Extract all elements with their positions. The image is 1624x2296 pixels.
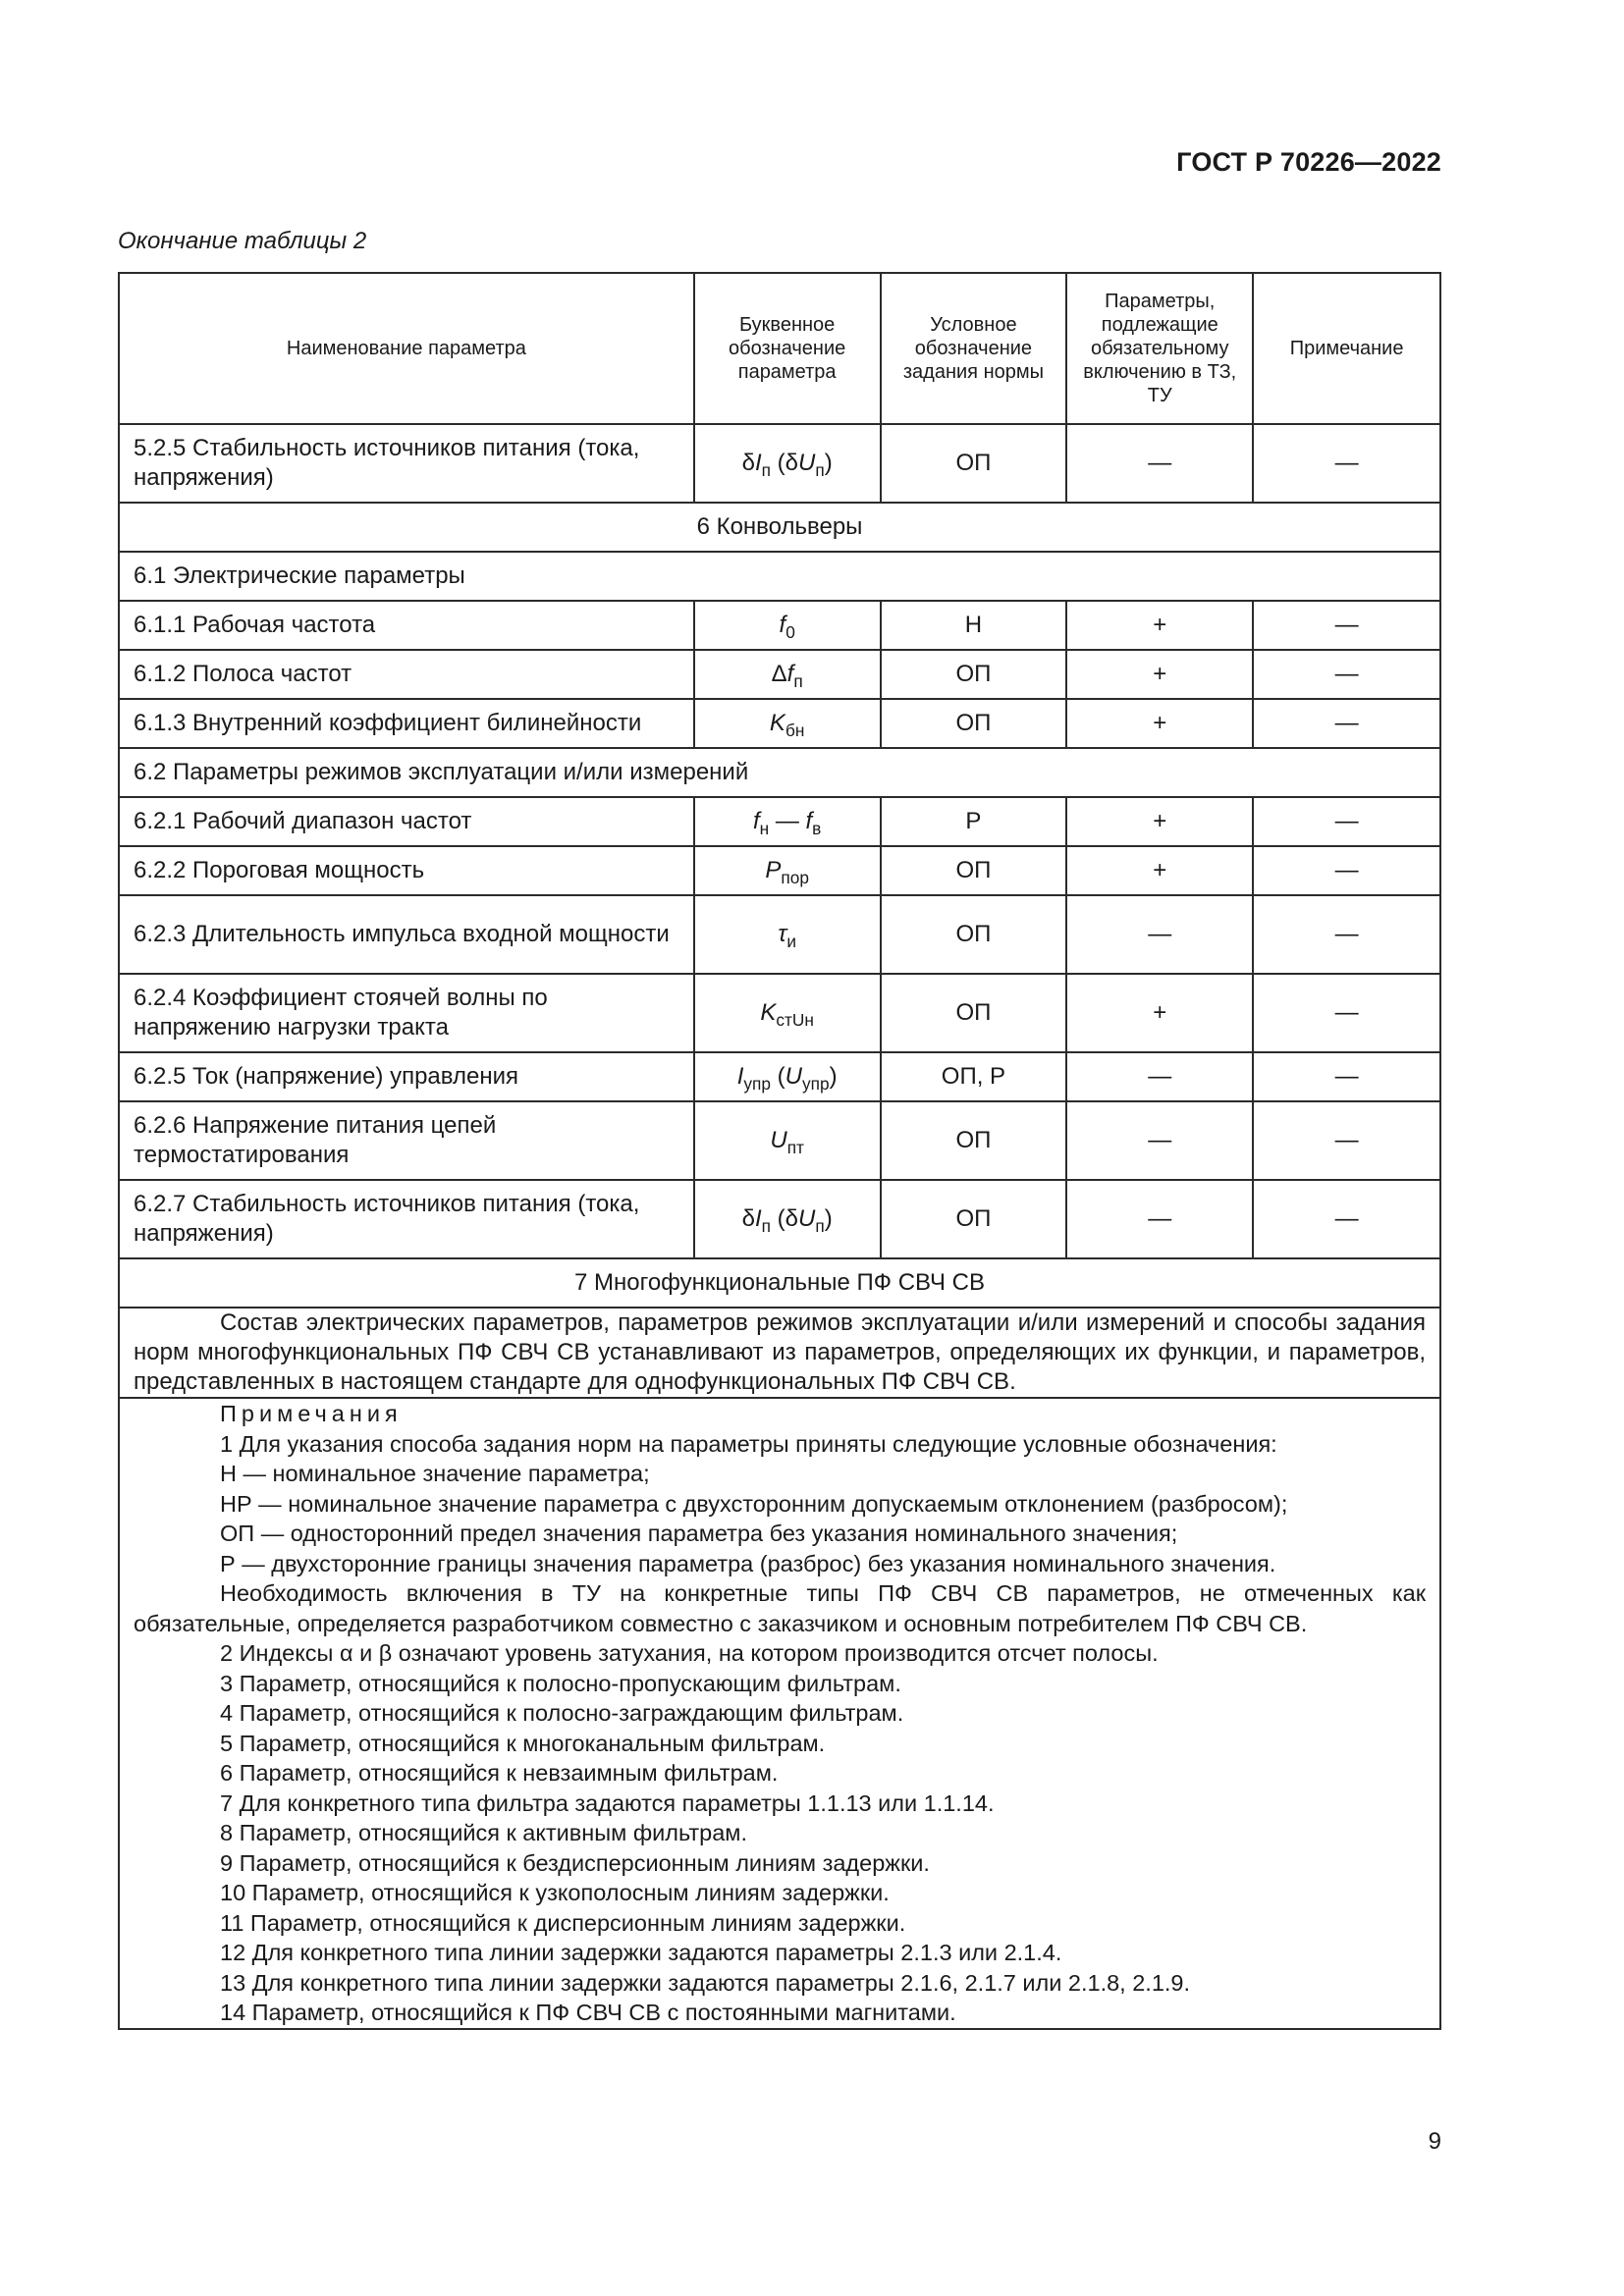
param-symbol [694,650,881,699]
table-row [119,895,1440,974]
param-symbol [694,1180,881,1258]
param-symbol [694,797,881,846]
symbol-letter: f [752,808,760,834]
param-tz: — [1066,1101,1253,1180]
param-norm: Р [881,797,1067,846]
note-line: 4 Параметр, относящийся к полосно-заграждающим фильтрам. [220,1700,904,1726]
symbol-subscript: бн [785,721,805,741]
param-symbol [694,424,881,503]
param-symbol [694,699,881,748]
param-norm: ОП [881,1101,1067,1180]
note-line: 9 Параметр, относящийся к бездисперсионным линиям задержки. [220,1849,930,1876]
document-code: ГОСТ Р 70226—2022 [1176,147,1441,177]
symbol-subscript: в [812,819,822,839]
param-note: — [1253,424,1440,503]
param-norm: ОП [881,699,1067,748]
table-row [119,424,1440,503]
symbol-letter: I [736,1063,744,1090]
param-note: — [1253,797,1440,846]
param-note: — [1253,650,1440,699]
table-row [119,1101,1440,1180]
param-tz: — [1066,895,1253,974]
symbol-letter: I [754,450,762,476]
table-row [119,650,1440,699]
symbol-prefix: Δ [771,661,787,687]
param-norm: ОП [881,424,1067,503]
symbol-subscript: п [761,460,771,481]
param-name: 6.1.3 Внутренний коэффициент билинейности [119,699,694,748]
column-header-note: Примечание [1253,273,1440,424]
note-line: 7 Для конкретного типа фильтра задаются параметры 1.1.13 или 1.1.14. [220,1789,995,1816]
param-tz: + [1066,974,1253,1052]
symbol-letter: U [785,1063,802,1090]
param-name: 5.2.5 Стабильность источников питания (тока, напряжения) [119,424,694,503]
param-name: 6.2.6 Напряжение питания цепей термостатирования [119,1101,694,1180]
param-tz: — [1066,424,1253,503]
note-line: Р — двухсторонние границы значения параметра (разброс) без указания номинального значения. [220,1550,1276,1576]
symbol-subscript: п [761,1216,771,1237]
section-title: 6 Конвольверы [119,503,1440,552]
table-row [119,846,1440,895]
notes-title: Примечания [220,1401,403,1426]
param-tz: — [1066,1180,1253,1258]
subsection-title: 6.2 Параметры режимов эксплуатации и/или измерений [119,748,1440,797]
note-line: 6 Параметр, относящийся к невзаимным фильтрам. [220,1760,779,1786]
param-name: 6.2.3 Длительность импульса входной мощности [119,895,694,974]
param-note: — [1253,1101,1440,1180]
note-line: 14 Параметр, относящийся к ПФ СВЧ СВ с постоянными магнитами. [220,2000,956,2025]
symbol-letter: f [779,612,786,638]
symbol-letter: K [769,710,785,736]
symbol-subscript: п [815,460,825,481]
subsection-row [119,748,1440,797]
note-line: 12 Для конкретного типа линии задержки задаются параметры 2.1.3 или 2.1.4. [220,1940,1062,1965]
symbol-subscript: упр [743,1074,771,1095]
table-caption: Окончание таблицы 2 [118,228,367,254]
table-row [119,699,1440,748]
symbol-letter: U [770,1127,787,1153]
column-header-norm: Условное обозначение задания нормы [881,273,1067,424]
symbol-letter: f [786,661,794,687]
section-paragraph: Состав электрических параметров, параметров режимов эксплуатации и/или измерений и способы задания норм многофункциональных ПФ СВЧ СВ устанавливают из параметров, определяющих их функции, и параметров, представленных в настоящем стандарте для однофункциональных ПФ СВЧ СВ. [134,1309,1426,1395]
symbol-letter: τ [778,921,787,947]
symbol-separator: (δ [770,1205,799,1232]
symbol-letter: I [754,1205,762,1232]
table-header-row [119,273,1440,424]
param-norm: Н [881,601,1067,650]
page-number: 9 [1428,2128,1441,2155]
param-tz: + [1066,650,1253,699]
param-tz: + [1066,846,1253,895]
param-name: 6.2.7 Стабильность источников питания (тока, напряжения) [119,1180,694,1258]
table-row [119,797,1440,846]
param-norm: ОП [881,650,1067,699]
param-symbol [694,601,881,650]
table-row [119,1180,1440,1258]
symbol-subscript: пт [786,1138,804,1158]
section-row [119,1258,1440,1308]
subsection-row [119,552,1440,601]
param-symbol [694,895,881,974]
param-norm: ОП [881,895,1067,974]
symbol-suffix: ) [824,1205,833,1232]
symbol-subscript: пор [781,868,809,888]
symbol-subscript: 0 [785,622,795,643]
symbol-letter: K [760,999,777,1026]
param-tz: — [1066,1052,1253,1101]
symbol-prefix: δ [741,1205,755,1232]
symbol-subscript: н [759,819,770,839]
param-note: — [1253,846,1440,895]
note-line: НР — номинальное значение параметра с двухсторонним допускаемым отклонением (разбросом); [220,1490,1288,1517]
param-name: 6.2.2 Пороговая мощность [119,846,694,895]
param-norm: ОП [881,846,1067,895]
param-name: 6.2.5 Ток (напряжение) управления [119,1052,694,1101]
param-note: — [1253,895,1440,974]
table-row [119,601,1440,650]
param-symbol [694,846,881,895]
section-title: 7 Многофункциональные ПФ СВЧ СВ [119,1258,1440,1308]
symbol-subscript: стUн [776,1010,814,1031]
table-row [119,974,1440,1052]
param-name: 6.2.1 Рабочий диапазон частот [119,797,694,846]
column-header-symbol: Буквенное обозначение параметра [694,273,881,424]
symbol-prefix: δ [741,450,755,476]
symbol-suffix: ) [829,1063,838,1090]
param-name: 6.2.4 Коэффициент стоячей волны по напряжению нагрузки тракта [119,974,694,1052]
note-line: ОП — односторонний предел значения параметра без указания номинального значения; [220,1521,1178,1546]
symbol-separator: (δ [770,450,799,476]
param-tz: + [1066,601,1253,650]
symbol-suffix: ) [824,450,833,476]
column-header-tz: Параметры, подлежащие обязательному включению в ТЗ, ТУ [1066,273,1253,424]
note-line: 1 Для указания способа задания норм на параметры приняты следующие условные обозначения: [220,1430,1277,1457]
section-text-row [119,1308,1440,1398]
param-name: 6.1.2 Полоса частот [119,650,694,699]
param-name: 6.1.1 Рабочая частота [119,601,694,650]
symbol-subscript: упр [802,1074,830,1095]
note-line: 13 Для конкретного типа линии задержки задаются параметры 2.1.6, 2.1.7 или 2.1.8, 2.1.9. [220,1969,1191,1996]
symbol-separator: ( [770,1063,785,1090]
param-note: — [1253,601,1440,650]
symbol-subscript: п [793,671,803,692]
note-line: 8 Параметр, относящийся к активным фильтрам. [220,1820,747,1845]
note-line: 10 Параметр, относящийся к узкополосным линиям задержки. [220,1880,890,1905]
column-header-name: Наименование параметра [119,273,694,424]
param-norm: ОП, Р [881,1052,1067,1101]
subsection-title: 6.1 Электрические параметры [119,552,1440,601]
symbol-letter: f [805,808,813,834]
param-symbol [694,1101,881,1180]
parameters-table [118,272,1441,2030]
symbol-subscript: п [815,1216,825,1237]
param-note: — [1253,1052,1440,1101]
param-tz: + [1066,797,1253,846]
param-note: — [1253,699,1440,748]
param-tz: + [1066,699,1253,748]
symbol-letter: U [798,1205,816,1232]
notes-row [119,1398,1440,2029]
symbol-letter: P [765,857,782,883]
param-note: — [1253,1180,1440,1258]
note-line: Необходимость включения в ТУ на конкретные типы ПФ СВЧ СВ параметров, не отмеченных как обязательные, определяется разработчиком совместно с заказчиком и основным потребителем ПФ СВЧ СВ. [134,1580,1426,1636]
section-text [119,1308,1440,1398]
symbol-subscript: и [786,932,796,952]
param-symbol [694,974,881,1052]
note-line: 2 Индексы α и β означают уровень затухания, на котором производится отсчет полосы. [220,1640,1159,1666]
note-line: Н — номинальное значение параметра; [220,1461,650,1486]
table-row [119,1052,1440,1101]
param-norm: ОП [881,974,1067,1052]
note-line: 5 Параметр, относящийся к многоканальным фильтрам. [220,1730,826,1756]
notes-block [119,1398,1440,2029]
symbol-letter: U [798,450,816,476]
note-line: 11 Параметр, относящийся к дисперсионным линиям задержки. [220,1909,906,1936]
param-norm: ОП [881,1180,1067,1258]
symbol-separator: — [769,808,806,834]
section-row [119,503,1440,552]
param-note: — [1253,974,1440,1052]
param-symbol [694,1052,881,1101]
note-line: 3 Параметр, относящийся к полосно-пропускающим фильтрам. [220,1670,901,1696]
